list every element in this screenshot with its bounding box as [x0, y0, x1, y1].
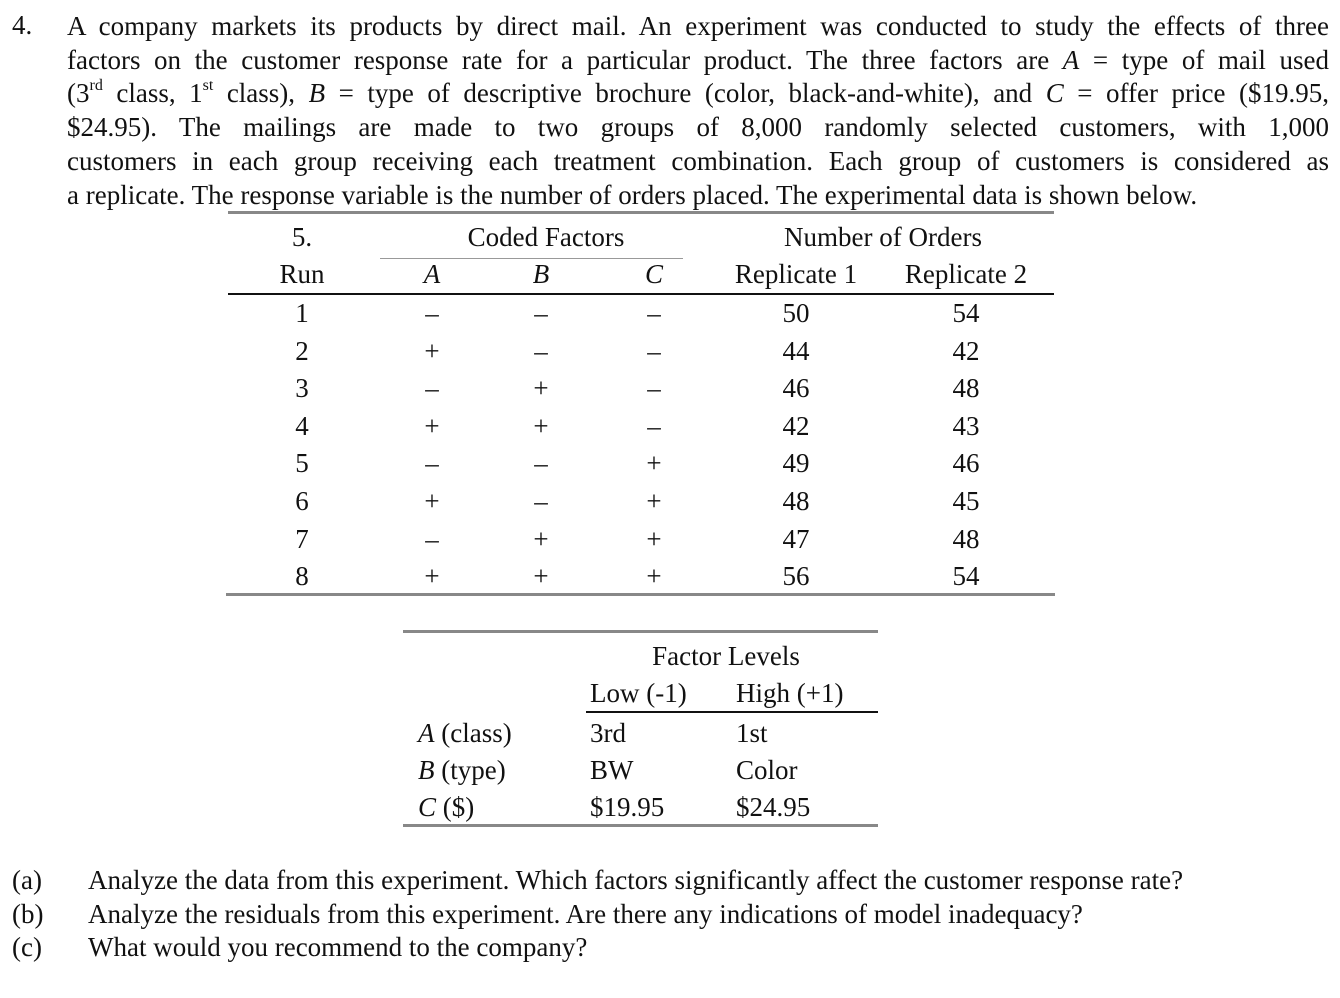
statement-text: = type of mail used — [1079, 44, 1329, 75]
table-bottom-rule — [226, 593, 1055, 596]
question-label: (a) — [12, 865, 42, 895]
cell-run: 4 — [295, 410, 309, 441]
cell-rep2: 48 — [952, 523, 980, 554]
level-low: $19.95 — [590, 792, 665, 822]
cell-b: + — [533, 373, 549, 404]
statement-line — [67, 111, 1329, 145]
cell-run: 2 — [295, 335, 309, 366]
cell-rep1: 44 — [782, 335, 810, 366]
col-rep2-header: Replicate 2 — [904, 259, 1028, 289]
ordinal-suffix: st — [202, 77, 214, 95]
cell-c: + — [646, 561, 662, 592]
statement-text: (3 — [67, 78, 90, 109]
cell-rep1: 56 — [782, 561, 810, 592]
factor-unit: (class) — [434, 718, 512, 748]
question-text: What would you recommend to the company? — [88, 932, 588, 962]
cell-b: + — [533, 523, 549, 554]
problem-statement — [67, 10, 1329, 212]
question-text: Analyze the residuals from this experiment. Are there any indications of model inadequacy? — [88, 898, 1083, 929]
statement-text: A company markets its products by direct mail. An experiment was conducted to study the effects of three — [67, 11, 1329, 41]
statement-line — [67, 77, 1329, 111]
cell-rep1: 48 — [782, 486, 810, 516]
factor-levels-title: Factor Levels — [652, 641, 800, 671]
cell-rep1: 46 — [782, 373, 810, 404]
cell-c: – — [647, 298, 661, 328]
cell-c: – — [647, 335, 661, 366]
cell-run: 7 — [295, 523, 309, 554]
cell-run: 6 — [295, 486, 309, 516]
table-number: 5. — [291, 222, 313, 252]
col-rep1-header: Replicate 1 — [734, 259, 858, 289]
cell-rep2: 54 — [952, 298, 980, 328]
question-label: (c) — [12, 932, 42, 962]
cell-rep2: 45 — [952, 486, 980, 516]
header-rule — [228, 293, 1054, 295]
statement-text: = offer price ($19.95, — [1063, 78, 1329, 109]
statement-text: class), — [213, 78, 309, 109]
coded-factors-header: Coded Factors — [467, 222, 625, 252]
cell-rep2: 46 — [952, 448, 980, 479]
factor-unit: ($) — [436, 792, 475, 822]
cell-rep1: 49 — [782, 448, 810, 479]
level-low: 3rd — [590, 718, 626, 748]
cell-c: – — [647, 373, 661, 404]
cell-c: + — [646, 523, 662, 554]
cell-run: 1 — [295, 298, 309, 328]
statement-text: = type of descriptive brochure (color, black-and-white), and — [325, 78, 1046, 109]
factor-letter: A — [418, 718, 435, 748]
cell-rep2: 42 — [952, 335, 980, 366]
cell-run: 8 — [295, 561, 309, 592]
statement-text: customers in each group receiving each treatment combination. Each group of customers is considered as — [67, 145, 1329, 176]
cell-rep2: 54 — [952, 561, 980, 592]
cell-c: + — [646, 486, 662, 516]
factor-symbol: B — [308, 78, 326, 109]
factor-name — [418, 792, 474, 823]
factor-name — [418, 755, 506, 786]
cell-b: – — [534, 298, 548, 328]
statement-line — [67, 145, 1329, 179]
statement-line — [67, 10, 1329, 44]
cell-run: 5 — [295, 448, 309, 479]
cell-a: – — [425, 523, 439, 554]
cell-a: – — [425, 298, 439, 328]
ordinal-suffix: rd — [89, 77, 103, 95]
level-high: 1st — [736, 718, 768, 748]
question-label: (b) — [12, 898, 44, 929]
question-text: Analyze the data from this experiment. Which factors significantly affect the customer response rate? — [88, 865, 1184, 895]
col-run-header: Run — [279, 259, 325, 289]
col-a-header: A — [423, 259, 441, 289]
factor-letter: B — [418, 755, 435, 785]
level-low: BW — [590, 755, 634, 785]
table-top-rule — [228, 211, 1054, 214]
cell-a: + — [424, 410, 440, 441]
factor-unit: (type) — [434, 755, 506, 785]
cell-rep2: 48 — [952, 373, 980, 404]
statement-text: $24.95). The mailings are made to two groups of 8,000 randomly selected customers, with 1,000 — [67, 112, 1329, 143]
statement-text: class, 1 — [102, 78, 203, 109]
statement-text: factors on the customer response rate for a particular product. The three factors are — [67, 44, 1063, 75]
cell-a: + — [424, 335, 440, 366]
number-of-orders-header: Number of Orders — [784, 222, 982, 252]
cell-a: + — [424, 486, 440, 516]
level-high: Color — [736, 755, 798, 785]
cell-c: – — [647, 410, 661, 441]
cell-b: + — [533, 561, 549, 592]
cell-a: – — [425, 373, 439, 404]
factor-symbol: C — [1045, 78, 1064, 109]
factor-name — [418, 718, 512, 749]
cell-rep1: 42 — [782, 410, 810, 441]
cell-b: – — [534, 448, 548, 479]
cell-rep2: 43 — [952, 410, 980, 441]
factor-symbol: A — [1062, 44, 1080, 75]
statement-line — [67, 179, 1329, 213]
col-b-header: B — [532, 259, 550, 289]
cell-run: 3 — [295, 373, 309, 404]
cell-a: – — [425, 448, 439, 479]
levels-header-rule — [586, 711, 878, 713]
cell-b: + — [533, 410, 549, 441]
cell-a: + — [424, 561, 440, 592]
cell-rep1: 50 — [782, 298, 810, 328]
cell-b: – — [534, 335, 548, 366]
factor-letter: C — [418, 792, 437, 822]
cell-b: – — [534, 486, 548, 516]
cell-rep1: 47 — [782, 523, 810, 554]
level-high: $24.95 — [736, 792, 811, 822]
problem-number: 4. — [12, 10, 33, 40]
col-c-header: C — [644, 259, 663, 289]
col-low-header: Low (-1) — [590, 678, 687, 708]
statement-text: a replicate. The response variable is the number of orders placed. The experimental data is shown below. — [67, 179, 1198, 210]
statement-line — [67, 44, 1329, 78]
cell-c: + — [646, 448, 662, 479]
levels-bottom-rule — [403, 824, 878, 827]
levels-top-rule — [403, 630, 878, 633]
col-high-header: High (+1) — [736, 678, 844, 708]
